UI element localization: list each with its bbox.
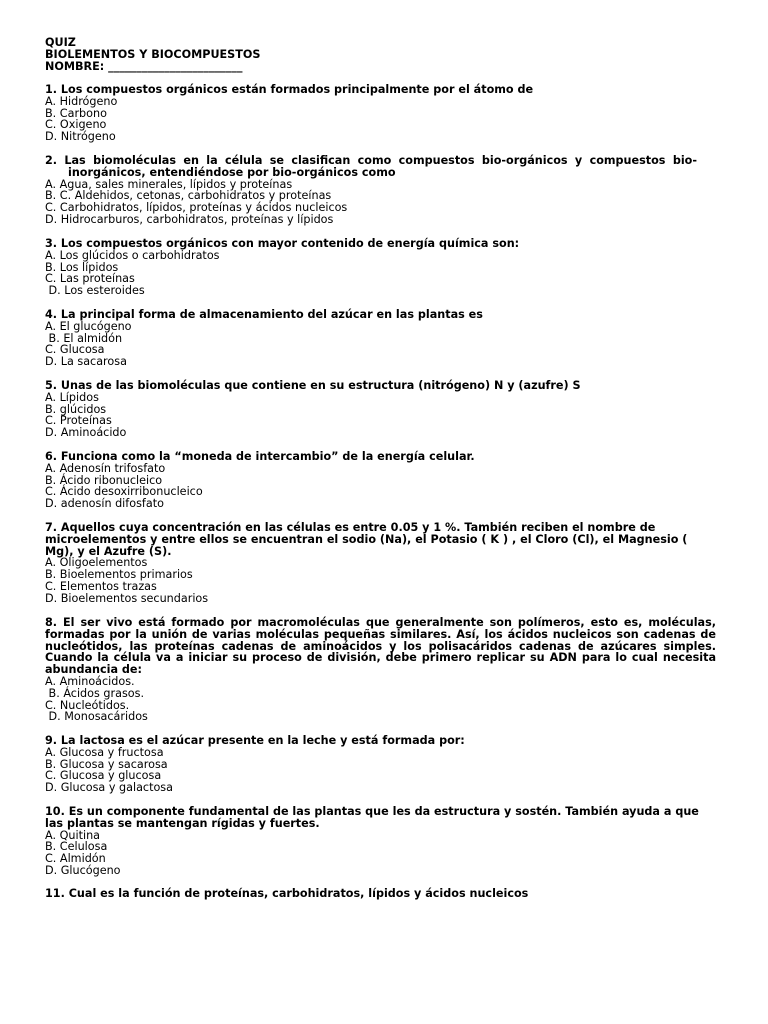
answer-option: D. Bioelementos secundarios [45, 591, 209, 605]
question-stem: 6. Funciona como la “moneda de intercambio” de la energía celular. [45, 450, 475, 463]
question-stem: 2. Las biomoléculas en la célula se clasifican como compuestos bio-orgánicos y compuestos bio-inorgánicos, entendiéndose por bio-orgánicos como [45, 154, 697, 179]
answer-option: B. Celulosa [45, 840, 108, 854]
answer-option: D. Nitrógeno [45, 130, 116, 144]
answer-option: B. Bioelementos primarios [45, 568, 193, 582]
answer-option: A. Hidrógeno [45, 94, 118, 108]
question-10 [45, 806, 716, 877]
question-6 [45, 451, 716, 510]
answer-option: C. Oxigeno [45, 118, 107, 132]
answer-option: A. El glucógeno [45, 319, 132, 333]
answer-option: D. La sacarosa [45, 355, 127, 369]
question-4 [45, 309, 716, 368]
answer-option: A. Lípidos [45, 390, 99, 404]
answer-option: B. C. Aldehidos, cetonas, carbohidratos y proteínas [45, 189, 332, 203]
answer-option: B. Ácidos grasos. [45, 686, 145, 700]
answer-option: D. Glucosa y galactosa [45, 781, 173, 795]
question-stem: 11. Cual es la función de proteínas, carbohidratos, lípidos y ácidos nucleicos [45, 887, 529, 900]
answer-option: A. Quitina [45, 828, 101, 842]
answer-option: B. Los lípidos [45, 260, 119, 274]
answer-option: B. El almidón [45, 331, 123, 345]
answer-option: A. Aminoácidos. [45, 674, 135, 688]
answer-option: A. Adenosín trifosfato [45, 461, 166, 475]
answer-option: C. Proteínas [45, 414, 112, 428]
question-stem: 10. Es un componente fundamental de las plantas que les da estructura y sostén. También ayuda a que las plantas se mantengan rígidas y fuertes. [45, 805, 699, 830]
answer-option: B. Glucosa y sacarosa [45, 757, 168, 771]
quiz-subtitle: BIOLEMENTOS Y BIOCOMPUESTOS [45, 47, 261, 61]
answer-option: C. Glucosa [45, 343, 105, 357]
answer-option: C. Almidón [45, 852, 106, 866]
document-header [45, 37, 725, 72]
answer-option: D. adenosín difosfato [45, 497, 164, 511]
question-3 [45, 238, 716, 297]
answer-option: D. Hidrocarburos, carbohidratos, proteínas y lípidos [45, 212, 334, 226]
answer-option: C. Elementos trazas [45, 579, 157, 593]
question-stem: 4. La principal forma de almacenamiento del azúcar en las plantas es [45, 308, 483, 321]
answer-option: D. Glucógeno [45, 863, 121, 877]
answer-option: C. Las proteínas [45, 272, 135, 286]
question-8 [45, 617, 716, 723]
answer-option: D. Monosacáridos [45, 710, 148, 724]
answer-option: A. Agua, sales minerales, lípidos y proteínas [45, 177, 293, 191]
answer-option: B. glúcidos [45, 402, 107, 416]
answer-option: B. Carbono [45, 106, 107, 120]
question-2 [45, 155, 697, 226]
answer-option: B. Ácido ribonucleico [45, 473, 163, 487]
answer-option: D. Los esteroides [45, 284, 145, 298]
answer-option: C. Glucosa y glucosa [45, 769, 162, 783]
answer-option: D. Aminoácido [45, 426, 127, 440]
question-1 [45, 84, 716, 143]
quiz-title: QUIZ [45, 36, 76, 49]
answer-option: C. Nucleótidos. [45, 698, 130, 712]
question-7 [45, 522, 716, 605]
answer-option: A. Oligoelementos [45, 556, 148, 570]
answer-option: A. Glucosa y fructosa [45, 745, 164, 759]
question-stem: 3. Los compuestos orgánicos con mayor contenido de energía química son: [45, 237, 520, 250]
question-stem: 9. La lactosa es el azúcar presente en la leche y está formada por: [45, 734, 465, 747]
question-stem: 5. Unas de las biomoléculas que contiene en su estructura (nitrógeno) N y (azufre) S [45, 379, 581, 392]
name-line: NOMBRE: ________________________ [45, 59, 243, 73]
question-11 [45, 888, 716, 900]
question-stem: 8. El ser vivo está formado por macromoléculas que generalmente son polímeros, esto es, moléculas, formadas por la unión de varias moléculas pequeñas similares. Así, los ácidos nucleicos son cadenas de nucleótidos, las proteínas cadenas de aminoácidos y los polisacáridos cadenas de azúcares simples. Cuando la célula va a iniciar su proceso de división, debe primero replicar su ADN para lo cual necesita abundancia de: [45, 616, 716, 677]
answer-option: A. Los glúcidos o carbohidratos [45, 248, 220, 262]
question-stem: 7. Aquellos cuya concentración en las células es entre 0.05 y 1 %. También reciben el nombre de microelementos y entre ellos se encuentran el sodio (Na), el Potasio ( K ) , el Cloro (Cl), el Magnesio ( Mg), y el Azufre (S). [45, 521, 688, 558]
answer-option: C. Ácido desoxirribonucleico [45, 485, 203, 499]
question-9 [45, 735, 716, 794]
question-5 [45, 380, 716, 439]
answer-option: C. Carbohidratos, lípidos, proteínas y ácidos nucleicos [45, 201, 348, 215]
question-stem: 1. Los compuestos orgánicos están formados principalmente por el átomo de [45, 83, 534, 96]
